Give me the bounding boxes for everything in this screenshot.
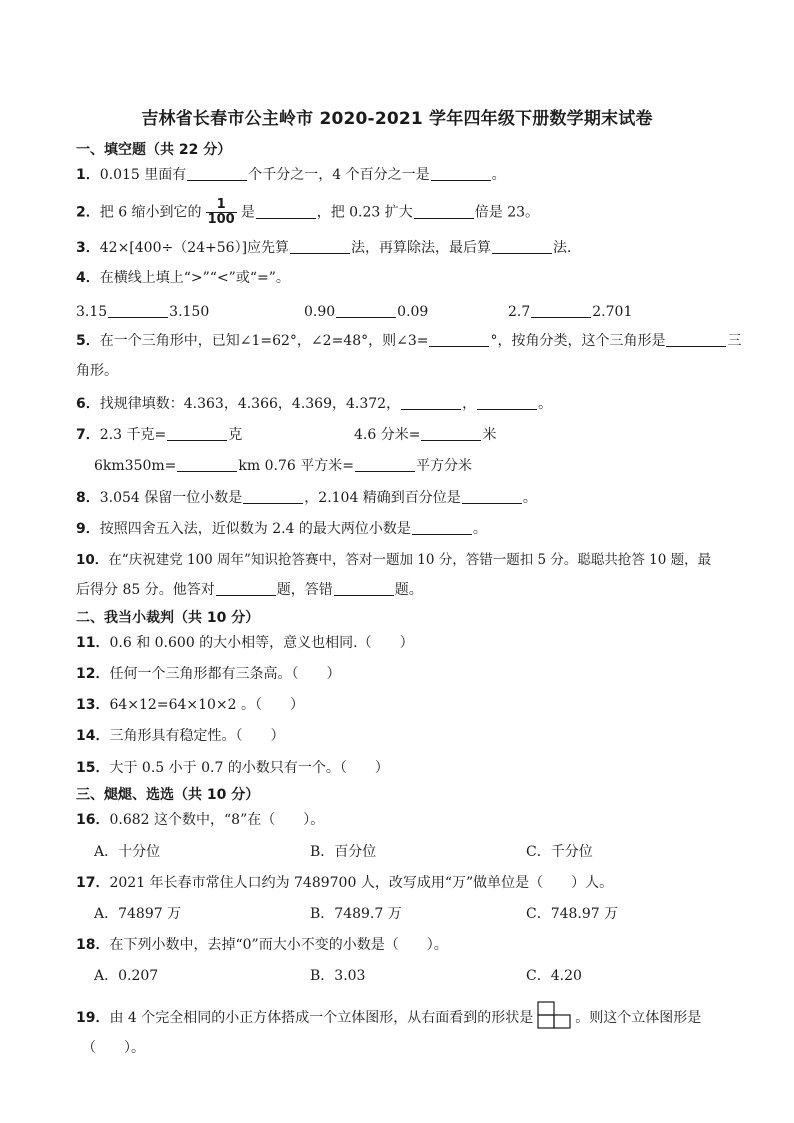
question-text: 2021 年长春市常住人口约为 7489700 人，改写成用“万”做单位是（ ）人。 — [109, 875, 614, 891]
question-7-cont — [94, 456, 754, 476]
answer-blank[interactable] — [108, 303, 168, 318]
option-a[interactable]: A．十分位 — [94, 844, 161, 860]
option-b[interactable]: B．7489.7 万 — [310, 906, 402, 922]
question-text: 0.682 这个数中，“8”在（ ）。 — [109, 812, 325, 828]
question-text: 克 — [228, 427, 243, 443]
question-15 — [76, 758, 736, 778]
question-number: 7． — [76, 427, 100, 443]
question-number: 4． — [76, 270, 100, 286]
question-17 — [76, 873, 736, 893]
answer-blank[interactable] — [167, 426, 227, 441]
option-c[interactable]: C．4.20 — [526, 968, 582, 984]
question-16 — [76, 810, 736, 830]
answer-blank[interactable] — [355, 457, 415, 472]
option-b[interactable]: B．百分位 — [310, 844, 377, 860]
question-text: 由 4 个完全相同的小正方体搭成一个立体图形，从右面看到的形状是 — [109, 1010, 534, 1026]
question-text: 找规律填数：4.363，4.366，4.369，4.372， — [99, 396, 401, 412]
question-text: 后得分 85 分。他答对 — [76, 582, 215, 598]
question-number: 15． — [76, 760, 110, 776]
question-6 — [76, 394, 736, 414]
question-text: 法． — [553, 240, 582, 256]
compare-right: 0.09 — [397, 304, 429, 320]
question-number: 17． — [76, 875, 110, 891]
question-number: 16． — [76, 812, 110, 828]
question-number: 5． — [76, 333, 100, 349]
answer-blank[interactable] — [334, 581, 394, 596]
question-number: 13． — [76, 697, 110, 713]
question-text: ， — [462, 396, 477, 412]
question-8 — [76, 488, 736, 508]
question-number: 19． — [76, 1010, 110, 1026]
question-1 — [76, 165, 736, 185]
compare-right: 2.701 — [592, 304, 633, 320]
fraction — [206, 198, 237, 227]
question-text: 在“庆祝建党 100 周年”知识抢答赛中，答对一题加 10 分，答错一题扣 5 分。聪聪共抢答 10 题，最 — [108, 552, 712, 568]
question-text: 0.015 里面有 — [99, 167, 187, 183]
question-14 — [76, 726, 736, 746]
question-5-cont — [76, 361, 736, 381]
answer-blank[interactable] — [243, 489, 303, 504]
question-number: 6． — [76, 396, 100, 412]
question-19 — [76, 1001, 736, 1035]
question-text: 在横线上填上“>”“<”或“=”。 — [99, 270, 290, 286]
question-text: 三 — [727, 333, 742, 349]
question-text: 42×[400÷（24+56）]应先算 — [99, 240, 290, 256]
compare-item-2 — [304, 302, 428, 322]
question-3 — [76, 238, 736, 258]
compare-left: 2.7 — [508, 304, 531, 320]
question-text: 4.6 分米= — [354, 427, 421, 443]
question-7-part-2 — [354, 425, 496, 445]
question-text: 。 — [491, 167, 506, 183]
question-text: 平方分米 — [415, 458, 472, 474]
section-heading-2: 二、我当小裁判（共 10 分） — [76, 610, 260, 626]
question-9 — [76, 519, 736, 539]
question-text: 6km350m= — [94, 458, 177, 474]
question-2 — [76, 198, 736, 227]
question-text: 法，再算除法，最后算 — [351, 240, 492, 256]
question-5 — [76, 331, 742, 351]
question-text: 0.6 和 0.600 的大小相等，意义也相同.（ ） — [109, 635, 414, 651]
question-text: 米 — [482, 427, 497, 443]
compare-item-1 — [76, 302, 209, 322]
answer-blank[interactable] — [666, 332, 726, 347]
answer-blank[interactable] — [216, 581, 276, 596]
answer-blank[interactable] — [187, 166, 247, 181]
page-title: 吉林省长春市公主岭市 2020-2021 学年四年级下册数学期末试卷 — [141, 109, 653, 129]
answer-blank[interactable] — [414, 204, 474, 219]
question-text: 个千分之一，4 个百分之一是 — [248, 167, 430, 183]
question-text: 把 6 缩小到它的 — [99, 204, 202, 221]
question-text: 三角形具有稳定性。（ ） — [109, 728, 285, 744]
question-text: km 0.76 平方米= — [238, 458, 354, 474]
answer-blank[interactable] — [177, 457, 237, 472]
compare-item-3 — [508, 302, 632, 322]
option-c[interactable]: C．千分位 — [526, 844, 593, 860]
answer-blank[interactable] — [256, 204, 316, 219]
answer-blank[interactable] — [462, 489, 522, 504]
question-18 — [76, 935, 736, 955]
question-text: 题。 — [394, 582, 423, 598]
question-10 — [76, 550, 736, 570]
question-text: 倍是 23。 — [474, 204, 540, 221]
question-number: 18． — [76, 937, 110, 953]
question-text: 。 — [538, 396, 553, 412]
question-13 — [76, 695, 736, 715]
answer-blank[interactable] — [290, 239, 350, 254]
question-text: 64×12=64×10×2 。（ ） — [109, 697, 305, 713]
question-text: °，按角分类，这个三角形是 — [490, 333, 666, 349]
answer-blank[interactable] — [421, 426, 481, 441]
cube-view-icon — [537, 1001, 571, 1035]
question-text: 在下列小数中，去掉“0”而大小不变的小数是（ ）。 — [109, 937, 448, 953]
question-number: 14． — [76, 728, 110, 744]
question-text: 在一个三角形中，已知∠1=62°，∠2=48°，则∠3= — [99, 333, 429, 349]
question-12 — [76, 664, 736, 684]
question-text: 角形。 — [76, 363, 118, 379]
question-4 — [76, 268, 736, 288]
question-7 — [76, 425, 736, 445]
question-text: 按照四舍五入法，近似数为 2.4 的最大两位小数是 — [99, 521, 411, 537]
compare-left: 3.15 — [76, 304, 108, 320]
question-number: 10． — [76, 552, 109, 568]
compare-right: 3.150 — [169, 304, 210, 320]
section-heading-1: 一、填空题（共 22 分） — [76, 142, 232, 158]
question-number: 12． — [76, 666, 110, 682]
question-text: （ ）。 — [82, 1040, 145, 1056]
question-text: 任何一个三角形都有三条高。（ ） — [109, 666, 341, 682]
answer-blank[interactable] — [429, 332, 489, 347]
question-text: 。 — [472, 521, 487, 537]
question-text: ，把 0.23 扩大 — [316, 204, 413, 221]
answer-blank[interactable] — [401, 395, 461, 410]
question-number: 1． — [76, 167, 100, 183]
question-10-cont — [76, 580, 736, 600]
question-text: 2.3 千克= — [99, 427, 167, 443]
question-number: 11． — [76, 635, 110, 651]
fraction-denominator: 100 — [207, 212, 235, 227]
answer-blank[interactable] — [531, 303, 591, 318]
section-heading-3: 三、煺煺、选选（共 10 分） — [76, 787, 260, 803]
question-number: 8． — [76, 490, 100, 506]
fraction-numerator: 1 — [206, 198, 237, 213]
question-text: 。 — [522, 490, 537, 506]
question-number: 9． — [76, 521, 100, 537]
question-text: 是 — [240, 204, 255, 221]
answer-blank[interactable] — [336, 303, 396, 318]
question-text: 题，答错 — [276, 582, 333, 598]
answer-blank[interactable] — [492, 239, 552, 254]
option-c[interactable]: C．748.97 万 — [526, 906, 619, 922]
question-text: 3.054 保留一位小数是 — [99, 490, 243, 506]
compare-left: 0.90 — [304, 304, 336, 320]
question-19-cont — [82, 1038, 742, 1058]
answer-blank[interactable] — [431, 166, 491, 181]
option-a[interactable]: A．0.207 — [94, 968, 159, 984]
question-number: 3． — [76, 240, 100, 256]
question-text: ，2.104 精确到百分位是 — [304, 490, 461, 506]
question-text: 。则这个立体图形是 — [575, 1010, 702, 1026]
question-text: 大于 0.5 小于 0.7 的小数只有一个。（ ） — [109, 760, 389, 776]
option-a[interactable]: A．74897 万 — [94, 906, 182, 922]
answer-blank[interactable] — [477, 395, 537, 410]
question-number: 2． — [76, 204, 100, 221]
question-11 — [76, 633, 736, 653]
answer-blank[interactable] — [412, 520, 472, 535]
option-b[interactable]: B．3.03 — [310, 968, 366, 984]
